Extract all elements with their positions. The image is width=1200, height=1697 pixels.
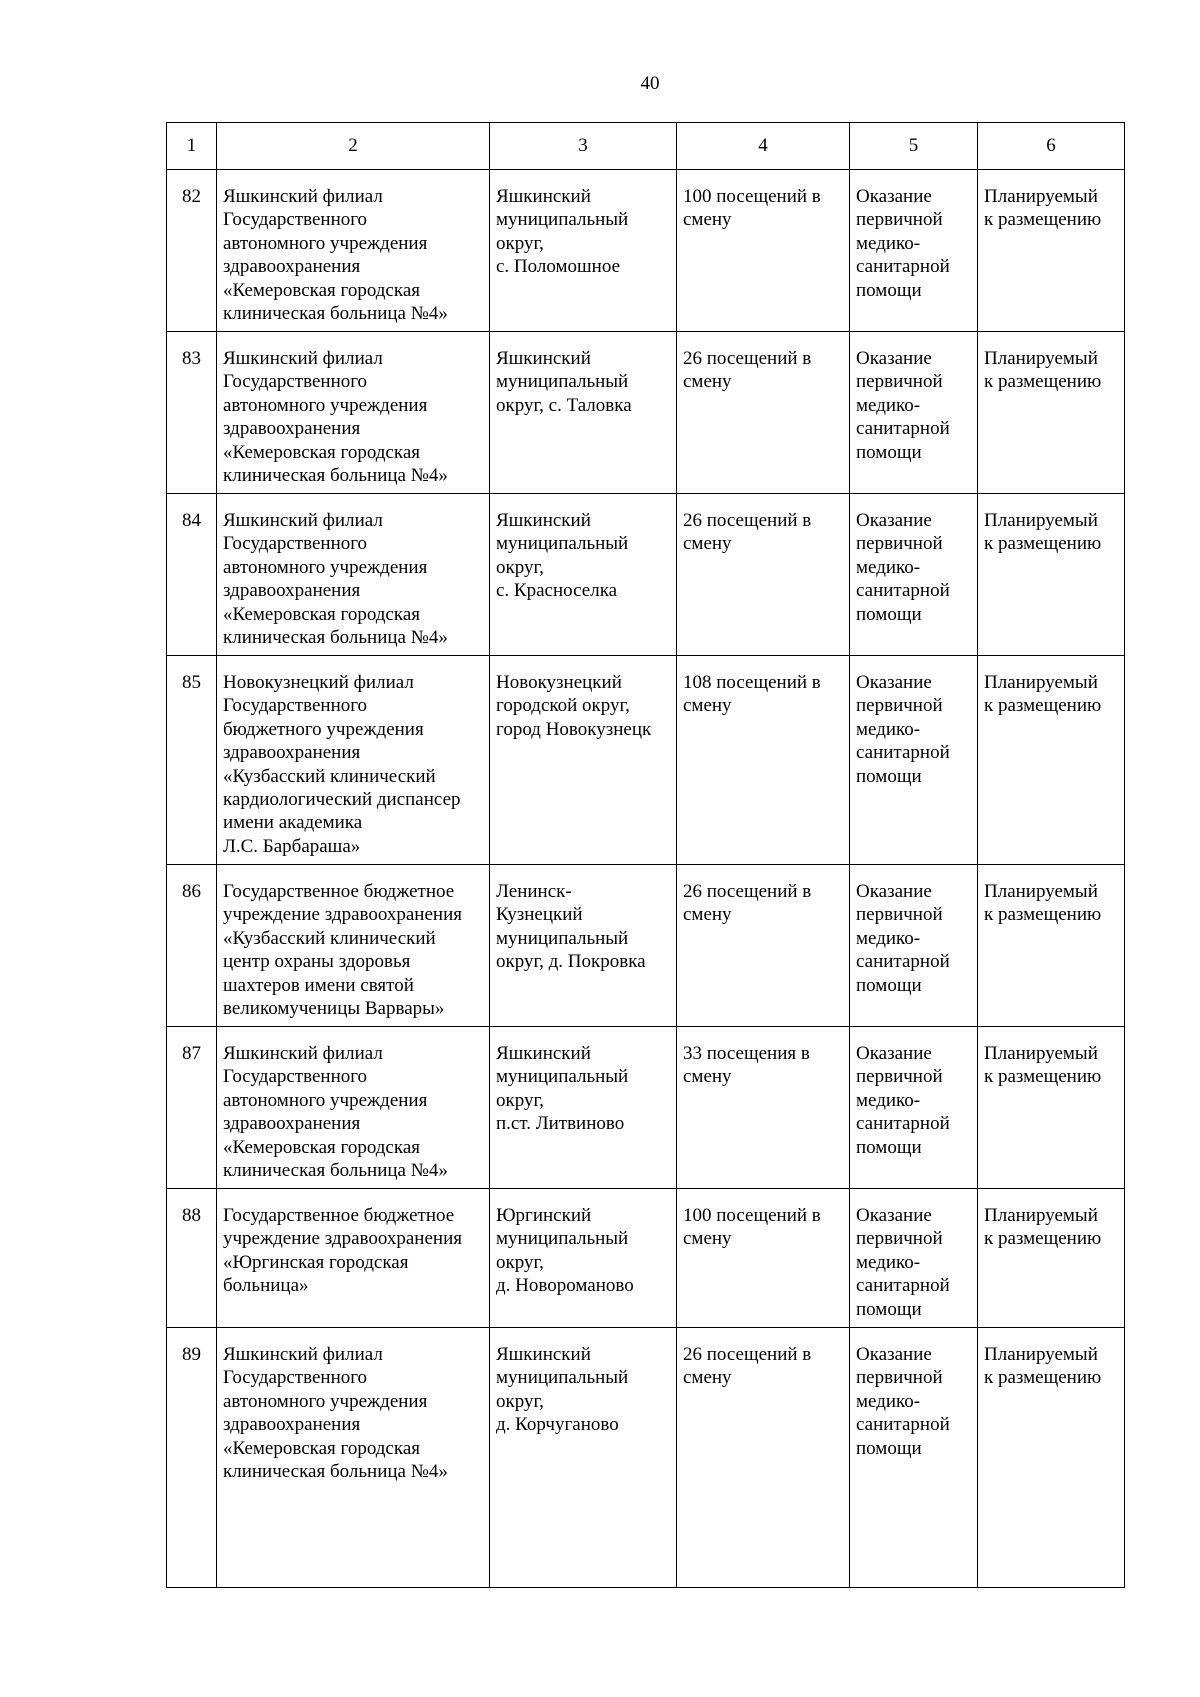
location-cell: Яшкинский муниципальный округ, с. Красноселка bbox=[490, 494, 677, 656]
location-cell: Юргинский муниципальный округ, д. Новороманово bbox=[490, 1189, 677, 1328]
capacity-cell: 26 посещений в смену bbox=[677, 1328, 850, 1588]
table-row bbox=[167, 170, 1125, 332]
status-cell: Планируемый к размещению bbox=[978, 494, 1125, 656]
capacity-cell: 108 посещений в смену bbox=[677, 656, 850, 865]
column-header: 3 bbox=[490, 123, 677, 170]
table-row bbox=[167, 494, 1125, 656]
table-header-row bbox=[167, 123, 1125, 170]
location-cell: Яшкинский муниципальный округ, д. Корчуганово bbox=[490, 1328, 677, 1588]
capacity-cell: 26 посещений в смену bbox=[677, 494, 850, 656]
table-row bbox=[167, 865, 1125, 1027]
capacity-cell: 26 посещений в смену bbox=[677, 865, 850, 1027]
institution-cell: Государственное бюджетное учреждение здравоохранения «Юргинская городская больница» bbox=[217, 1189, 490, 1328]
row-number: 89 bbox=[167, 1328, 217, 1588]
status-cell: Планируемый к размещению bbox=[978, 656, 1125, 865]
column-header: 4 bbox=[677, 123, 850, 170]
table-row bbox=[167, 656, 1125, 865]
row-number: 87 bbox=[167, 1027, 217, 1189]
status-cell: Планируемый к размещению bbox=[978, 1189, 1125, 1328]
institution-cell: Яшкинский филиал Государственного автономного учреждения здравоохранения «Кемеровская городская клиническая больница №4» bbox=[217, 494, 490, 656]
location-cell: Яшкинский муниципальный округ, с. Таловка bbox=[490, 332, 677, 494]
row-number: 85 bbox=[167, 656, 217, 865]
location-cell: Яшкинский муниципальный округ, с. Поломошное bbox=[490, 170, 677, 332]
table-row bbox=[167, 1189, 1125, 1328]
facilities-table bbox=[166, 122, 1125, 1588]
status-cell: Планируемый к размещению bbox=[978, 1328, 1125, 1588]
row-number: 84 bbox=[167, 494, 217, 656]
location-cell: Новокузнецкий городской округ, город Новокузнецк bbox=[490, 656, 677, 865]
institution-cell: Яшкинский филиал Государственного автономного учреждения здравоохранения «Кемеровская городская клиническая больница №4» bbox=[217, 170, 490, 332]
care-type-cell: Оказание первичной медико- санитарной помощи bbox=[850, 1027, 978, 1189]
row-number: 82 bbox=[167, 170, 217, 332]
status-cell: Планируемый к размещению bbox=[978, 1027, 1125, 1189]
capacity-cell: 33 посещения в смену bbox=[677, 1027, 850, 1189]
care-type-cell: Оказание первичной медико- санитарной помощи bbox=[850, 332, 978, 494]
location-cell: Ленинск- Кузнецкий муниципальный округ, д. Покровка bbox=[490, 865, 677, 1027]
care-type-cell: Оказание первичной медико- санитарной помощи bbox=[850, 865, 978, 1027]
institution-cell: Новокузнецкий филиал Государственного бюджетного учреждения здравоохранения «Кузбасский клинический кардиологический диспансер имени академика Л.С. Барбараша» bbox=[217, 656, 490, 865]
column-header: 2 bbox=[217, 123, 490, 170]
institution-cell: Яшкинский филиал Государственного автономного учреждения здравоохранения «Кемеровская городская клиническая больница №4» bbox=[217, 332, 490, 494]
care-type-cell: Оказание первичной медико- санитарной помощи bbox=[850, 170, 978, 332]
institution-cell: Яшкинский филиал Государственного автономного учреждения здравоохранения «Кемеровская городская клиническая больница №4» bbox=[217, 1027, 490, 1189]
row-number: 83 bbox=[167, 332, 217, 494]
status-cell: Планируемый к размещению bbox=[978, 170, 1125, 332]
care-type-cell: Оказание первичной медико- санитарной помощи bbox=[850, 1328, 978, 1588]
row-number: 88 bbox=[167, 1189, 217, 1328]
column-header: 1 bbox=[167, 123, 217, 170]
institution-cell: Яшкинский филиал Государственного автономного учреждения здравоохранения «Кемеровская городская клиническая больница №4» bbox=[217, 1328, 490, 1588]
table-row bbox=[167, 1027, 1125, 1189]
capacity-cell: 100 посещений в смену bbox=[677, 170, 850, 332]
status-cell: Планируемый к размещению bbox=[978, 332, 1125, 494]
care-type-cell: Оказание первичной медико- санитарной помощи bbox=[850, 656, 978, 865]
page-number: 40 bbox=[640, 73, 660, 94]
row-number: 86 bbox=[167, 865, 217, 1027]
table-row bbox=[167, 1328, 1125, 1588]
capacity-cell: 100 посещений в смену bbox=[677, 1189, 850, 1328]
column-header: 6 bbox=[978, 123, 1125, 170]
institution-cell: Государственное бюджетное учреждение здравоохранения «Кузбасский клинический центр охраны здоровья шахтеров имени святой великомученицы Варвары» bbox=[217, 865, 490, 1027]
status-cell: Планируемый к размещению bbox=[978, 865, 1125, 1027]
care-type-cell: Оказание первичной медико- санитарной помощи bbox=[850, 494, 978, 656]
location-cell: Яшкинский муниципальный округ, п.ст. Литвиново bbox=[490, 1027, 677, 1189]
column-header: 5 bbox=[850, 123, 978, 170]
table-row bbox=[167, 332, 1125, 494]
care-type-cell: Оказание первичной медико- санитарной помощи bbox=[850, 1189, 978, 1328]
capacity-cell: 26 посещений в смену bbox=[677, 332, 850, 494]
